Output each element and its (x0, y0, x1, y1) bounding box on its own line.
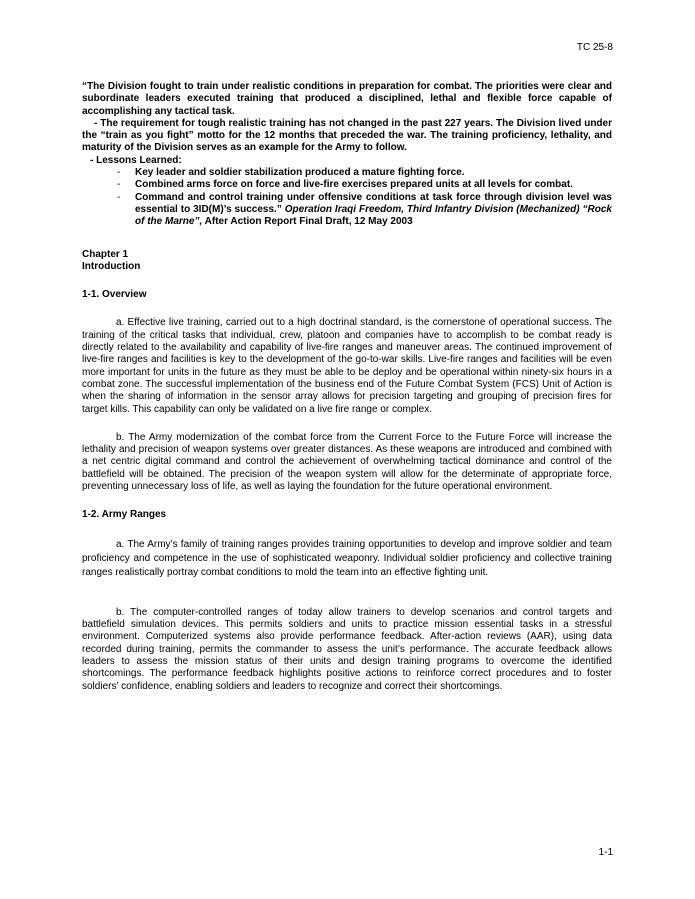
section-heading: 1-1. Overview (82, 289, 147, 301)
chapter-title: Introduction (82, 260, 141, 272)
lessons-heading: - Lessons Learned: (90, 154, 182, 166)
opening-quote (82, 81, 612, 229)
section-heading: 1-2. Army Ranges (82, 509, 167, 521)
quote-paragraph-2: - The requirement for tough realistic training has not changed in the past 227 years. The Division lived under the “train as you fight” motto for the 12 months that preceded the war. The training proficiency, lethality, and maturity of the Division serves as an example for the Army to follow. (82, 117, 612, 154)
body-paragraph: a. The Army’s family of training ranges provides training opportunities to develop and improve soldier and team proficiency and competence in the use of sophisticated weaponry. Individual soldier proficiency and collective training ranges realistically portray combat conditions to mold the team into an effective fighting unit. (82, 538, 612, 579)
page-number-footer: 1-1 (598, 847, 613, 858)
lessons-list (82, 167, 612, 228)
lesson-item: - Combined arms force on force and live-fire exercises prepared units at all levels for combat. (117, 179, 612, 191)
document-id-header: TC 25-8 (576, 42, 613, 53)
citation-source: After Action Report Final Draft, 12 May 2003 (202, 216, 413, 228)
body-paragraph: b. The computer-controlled ranges of today allow trainers to develop scenarios and control targets and battlefield simulation devices. This permits soldiers and units to practice mission essential tasks in a stressful environment. Computerized systems also provide performance feedback. After-action reviews (AAR), using data recorded during training, permits the commander to assess the unit’s performance. The accurate feedback allows leaders to assess the mission status of their units and design training programs to overcome the identified shortcomings. The performance feedback highlights positive actions to reinforce correct procedures and to foster soldiers’ confidence, enabling soldiers and leaders to recognize and correct their shortcomings. (82, 606, 612, 692)
body-paragraph: b. The Army modernization of the combat force from the Current Force to the Future Force will increase the lethality and precision of weapon systems over greater distances. As these weapons are introduced and combined with a net centric digital command and control the achievement of overwhelming tactical dominance and control of the battlefield will be obtained. The precision of the weapon system will allow for the determinate of appropriate force, preventing unnecessary loss of life, as well as laying the foundation for the future operational environment. (82, 431, 612, 493)
body-paragraph: a. Effective live training, carried out to a high doctrinal standard, is the cornerstone of operational success. The training of the critical tasks that individual, crew, platoon and companies have to accomplish to be combat ready is directly related to the availability and capability of live-fire ranges and maneuver areas. The continued improvement of live-fire ranges and facilities is key to the development of the go-to-war skills. Live-fire ranges and facilities will be even more important for units in the future as they must be able to be deploy and be operational within ninety-six hours in a combat zone. The successful implementation of the business end of the Future Combat System (FCS) Unit of Action is when the sharing of information in the sensor array allows for precision targeting and grouping of precision fires for target kills. This capability can only be validated on a live fire range or complex. (82, 317, 612, 415)
citation-title: Operation Iraqi Freedom, Third Infantry Division (Mechanized) “Rock of the Marne”, (135, 203, 612, 228)
chapter-heading (82, 249, 612, 274)
lesson-item (117, 192, 612, 229)
page-content (82, 81, 612, 693)
quote-paragraph-1: “The Division fought to train under realistic conditions in preparation for combat. The priorities were clear and subordinate leaders executed training that produced a disciplined, lethal and flexible force capable of accomplishing any tactical task. (82, 81, 612, 117)
lesson-text: Command and control training under offensive conditions at task force through division level was essential to 3ID(M)’s success.” (135, 191, 612, 215)
lesson-item: - Key leader and soldier stabilization produced a mature fighting force. (117, 167, 612, 179)
chapter-number: Chapter 1 (82, 248, 129, 260)
